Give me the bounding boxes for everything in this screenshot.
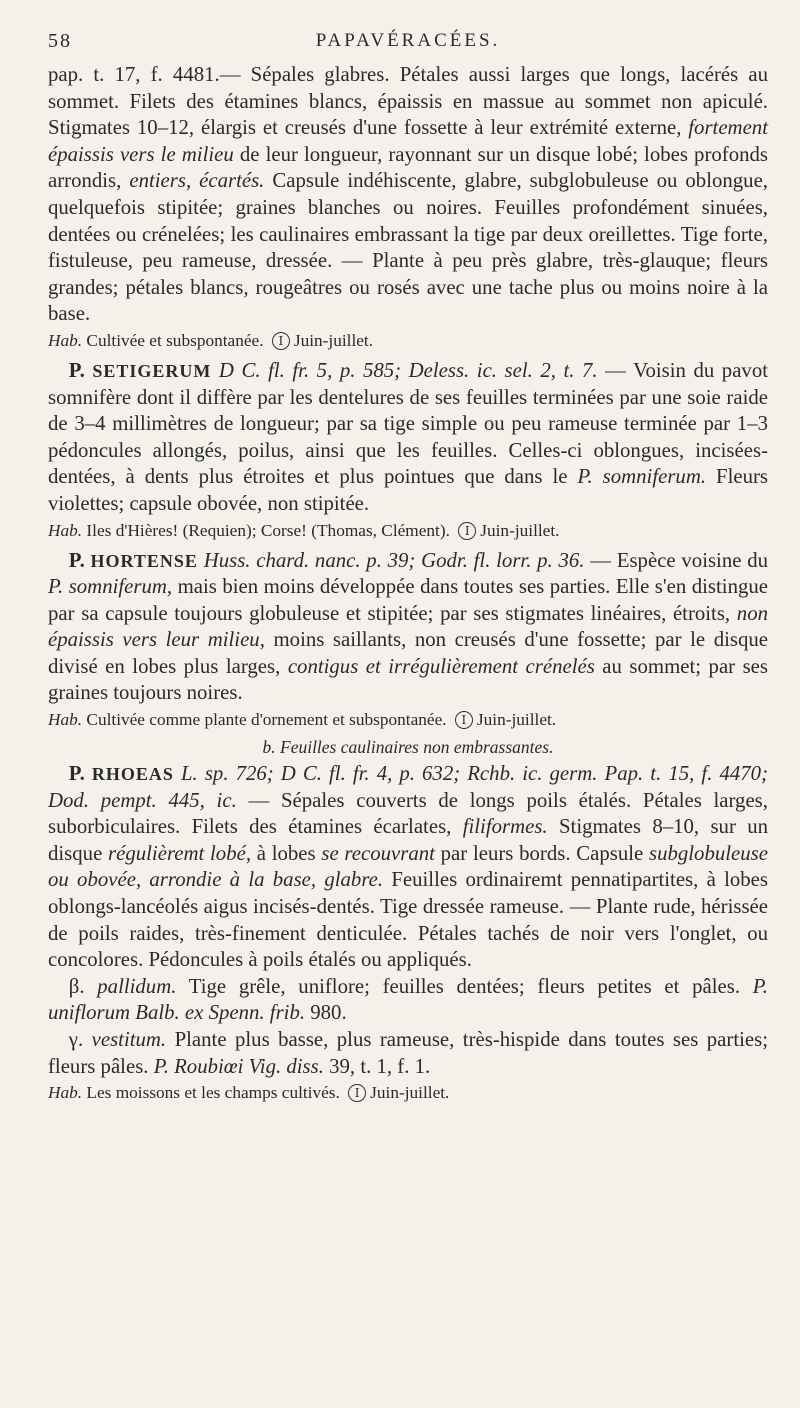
entry-hortense: [48, 548, 768, 708]
habitat-text: Les moissons et les champs cultivés.: [86, 1083, 340, 1103]
text: par leurs bords. Capsule: [434, 841, 649, 865]
emph: régulièremt lobé,: [108, 841, 252, 865]
text: 980.: [305, 1001, 347, 1025]
genus: P.: [68, 548, 85, 572]
emph: non épaissis vers leur milieu,: [48, 601, 768, 652]
page-number: 58: [48, 30, 72, 52]
variety-letter: γ.: [68, 1028, 84, 1051]
text: 39, t. 1, f. 1.: [323, 1054, 431, 1078]
variety-letter: β.: [68, 974, 85, 998]
habitat-line: [48, 708, 768, 732]
habitat-text: Cultivée et subspontanée.: [86, 330, 264, 350]
text: pap. t. 17, f. 4481.— Sépales glabres. Pétales aussi larges que longs, lacérés au sommet. Filets des étamines blancs, épaissis en massue au sommet non apiculé. Stigmates 10–12, élargis et creusés d'une fossette à leur extrémité externe,: [48, 63, 768, 140]
reference: L. sp. 726; D C. fl. fr. 4, p. 632; Rchb. ic. germ. Pap. t. 15, f. 4470; Dod. pempt. 445, ic.: [48, 762, 768, 812]
variety-name: vestitum.: [91, 1028, 167, 1051]
text: Feuilles ordinairemt pennatipartites, à lobes oblongs-lancéolés aigus incisés-dentés. Tige dressée rameuse. — Plante rude, hérissée de poils raides, très-finement denticulée. Pétales tachés de noir vers l'onglet, ou concolores. Pédoncules à poils étalés ou appliqués.: [48, 868, 768, 972]
habitat-text: Cultivée comme plante d'ornement et subspontanée.: [86, 710, 447, 730]
species-name: HORTENSE: [90, 550, 198, 571]
habitat-line: [48, 329, 768, 353]
emph: filiformes.: [462, 815, 548, 839]
running-title: PAPAVÉRACÉES.: [315, 30, 501, 51]
flowering-period: Juin-juillet.: [293, 330, 374, 350]
text: — Sépales couverts de longs poils étalés. Pétales larges, suborbiculaires. Filets des étamines écarlates,: [48, 788, 768, 839]
perennial-symbol: Ⅰ: [455, 711, 473, 729]
emph: fortement épaissis vers le milieu: [48, 116, 768, 166]
emph: entiers, écartés.: [129, 169, 265, 193]
emph: P. somniferum,: [48, 575, 173, 599]
reference: P. Roubiœi Vig. diss.: [153, 1054, 324, 1078]
habitat-label: Hab.: [48, 330, 83, 350]
emph: subglobuleuse ou obovée, arrondie à la base, glabre.: [48, 841, 768, 892]
text: Capsule indéhiscente, glabre, subglobuleuse ou oblongue, quelquefois stipitée; graines blanches ou noires. Feuilles profondément sinuées, dentées ou crénelées; les caulinaires embrassant la tige par deux oreillettes. Tige forte, fistuleuse, peu rameuse, dressée. — Plante à peu près glabre, très-glauque; fleurs grandes; pétales blancs, rougeâtres ou rosés avec une tache plus ou moins noire à la base.: [48, 169, 769, 326]
running-header: [48, 22, 768, 62]
habitat-label: Hab.: [48, 710, 83, 730]
variety-vestitum: [48, 1027, 768, 1080]
reference: P. uniflorum Balb. ex Spenn. frib.: [48, 974, 768, 1025]
emph: contigus et irrégulièrement crénelés: [287, 654, 595, 678]
emph: P. somniferum.: [577, 465, 707, 489]
entry-setigerum: [48, 358, 768, 518]
flowering-period: Juin-juillet.: [476, 710, 557, 730]
variety-pallidum: [48, 974, 768, 1027]
perennial-symbol: Ⅰ: [348, 1084, 366, 1102]
species-name: SETIGERUM: [92, 360, 212, 381]
flowering-period: Juin-juillet.: [370, 1083, 450, 1103]
reference: Huss. chard. nanc. p. 39; Godr. fl. lorr. p. 36.: [203, 548, 585, 572]
text: à lobes: [251, 841, 322, 865]
text: Plante plus basse, plus rameuse, très-hispide dans toutes ses parties; fleurs pâles.: [48, 1028, 768, 1078]
genus: P.: [68, 358, 85, 382]
text: — Voisin du pavot somnifère dont il diffère par les dentelures de ses feuilles terminées par une soie raide de 3–4 millimètres de longueur; par sa tige simple ou peu rameuse terminée par 1–3 pédoncules allongés, poilus, ainsi que les feuilles. Celles-ci oblongues, incisées-dentées, à dents plus étroites et plus pointues que dans le: [48, 358, 768, 489]
flowering-period: Juin-juillet.: [480, 520, 560, 540]
perennial-symbol: Ⅰ: [458, 522, 476, 540]
emph: se recouvrant: [321, 841, 435, 865]
section-heading: b. Feuilles caulinaires non embrassantes.: [262, 737, 554, 758]
perennial-symbol: Ⅰ: [272, 332, 290, 350]
habitat-text: Iles d'Hières! (Requien); Corse! (Thomas, Clément).: [86, 520, 450, 540]
habitat-line: [48, 519, 768, 543]
reference: D C. fl. fr. 5, p. 585; Deless. ic. sel. 2, t. 7.: [218, 358, 598, 382]
habitat-label: Hab.: [48, 520, 83, 540]
species-name: RHOEAS: [91, 764, 174, 785]
text: Tige grêle, uniflore; feuilles dentées; fleurs petites et pâles.: [176, 974, 753, 998]
entry-rhoeas: [48, 761, 768, 974]
text: moins saillants, non creusés d'une fossette; par le disque divisé en lobes plus larges,: [48, 628, 769, 678]
entry-somniferum-continued: [48, 62, 768, 328]
variety-name: pallidum.: [97, 974, 177, 998]
text: au sommet; par ses graines toujours noires.: [48, 654, 769, 705]
text: de leur longueur, rayonnant sur un disque lobé; lobes profonds arrondis,: [48, 142, 768, 193]
text: mais bien moins développée dans toutes ses parties. Elle s'en distingue par sa capsule toujours globuleuse et stipitée; par ses stigmates linéaires, étroits,: [48, 575, 769, 625]
text: Fleurs violettes; capsule obovée, non stipitée.: [48, 465, 768, 515]
habitat-line: [48, 1081, 768, 1105]
text: Stigmates 8–10, sur un disque: [48, 815, 768, 865]
genus: P.: [68, 762, 85, 786]
text: — Espèce voisine du: [584, 548, 769, 572]
habitat-label: Hab.: [48, 1083, 83, 1103]
